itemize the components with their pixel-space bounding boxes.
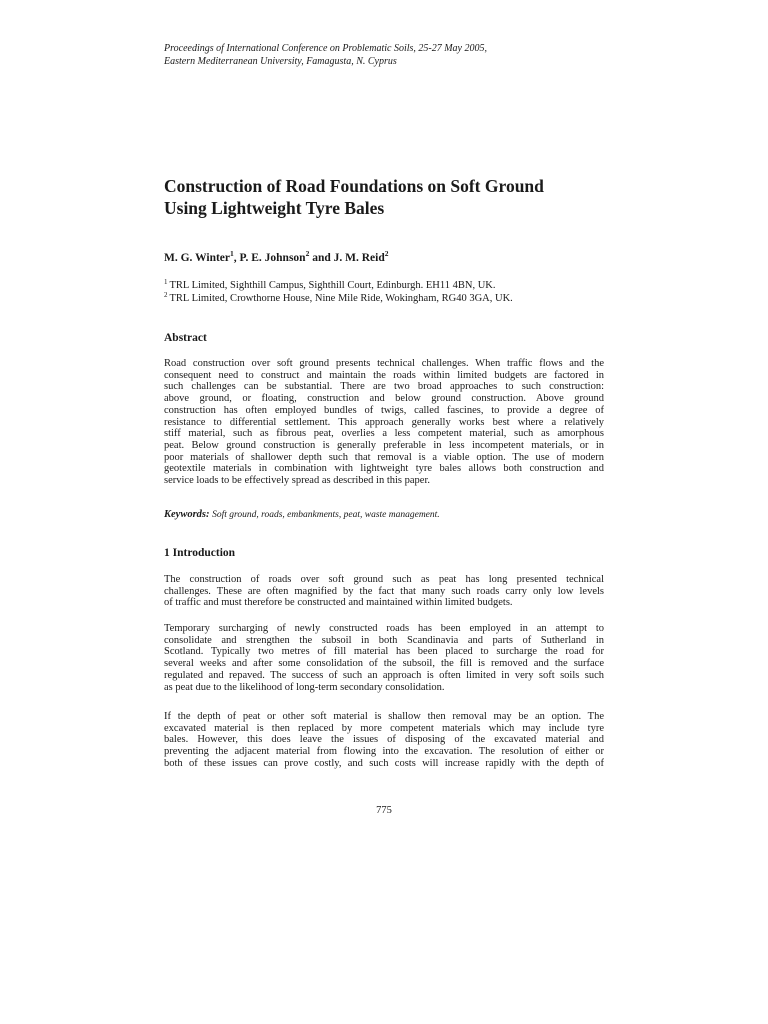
abstract-line: peat. Below ground construction is generally preferable in less incompetent materials, or in (164, 439, 604, 451)
header-line: Eastern Mediterranean University, Famagusta, N. Cyprus (164, 56, 397, 67)
intro-line: of traffic and must therefore be constructed and maintained within limited budgets. (164, 597, 513, 609)
keywords-label: Keywords: (164, 509, 210, 520)
intro-line: If the depth of peat or other soft material is shallow then removal may be an option. The (164, 711, 604, 722)
author-list (164, 251, 604, 265)
abstract-line: Road construction over soft ground presents technical challenges. When traffic flows and the (164, 358, 604, 369)
author-name: J. M. Reid (333, 252, 385, 264)
intro-line: challenges. These are often magnified by the fact that many such roads carry only low levels (164, 585, 604, 597)
abstract-line: such challenges can be substantial. There are two broad approaches to such construction: (164, 381, 604, 393)
intro-line: Scotland. Typically two metres of fill material has been placed to surcharge the road for (164, 646, 604, 658)
abstract-line: consequent need to construct and maintain the roads within limited budgets are factored in (164, 369, 604, 381)
affiliation-text: TRL Limited, Crowthorne House, Nine Mile Ride, Wokingham, RG40 3GA, UK. (169, 293, 513, 304)
intro-line: several weeks and after some consolidation of the subsoil, the fill is removed and the surface (164, 658, 604, 670)
abstract-line: service loads to be effectively spread as described in this paper. (164, 475, 431, 487)
author-name: M. G. Winter (164, 252, 231, 264)
abstract-line: geotextile materials in combination with lightweight tyre bales allows both construction and (164, 463, 604, 475)
intro-paragraph (164, 574, 604, 609)
affiliation-line (164, 292, 604, 305)
intro-paragraph (164, 711, 604, 770)
author-name: P. E. Johnson (239, 252, 306, 264)
intro-line: both of these issues can prove costly, and such costs will increase rapidly with the depth of (164, 757, 604, 769)
author-affiliation-mark: 2 (384, 249, 389, 258)
intro-line: preventing the adjacent material from flowing into the excavation. The resolution of either or (164, 746, 604, 758)
abstract-line: resistance to differential settlement. This approach generally works best where a relatively (164, 416, 604, 428)
affiliations (164, 279, 604, 305)
abstract-paragraph (164, 358, 604, 487)
author-affiliation-mark: 2 (305, 249, 310, 258)
intro-line: consolidate and strengthen the subsoil in both Scandinavia and parts of Sutherland in (164, 634, 604, 646)
abstract-line: above ground, or floating, construction and below ground construction. Above ground (164, 393, 604, 405)
affiliation-mark: 1 (164, 278, 168, 286)
intro-line: as peat due to the likelihood of long-term secondary consolidation. (164, 681, 445, 693)
intro-line: The construction of roads over soft ground such as peat has long presented technical (164, 574, 604, 585)
intro-line: Temporary surcharging of newly constructed roads has been employed in an attempt to (164, 623, 604, 634)
affiliation-mark: 2 (164, 291, 168, 299)
intro-paragraph (164, 623, 604, 693)
abstract-line: construction has often employed bundles of twigs, called fascines, to provide a degree of (164, 404, 604, 416)
paper-title (164, 175, 604, 219)
title-line: Construction of Road Foundations on Soft Ground (164, 176, 544, 196)
abstract-heading: Abstract (164, 332, 207, 344)
abstract-line: poor materials of shallower depth such that removal is a viable option. The use of modern (164, 451, 604, 463)
title-line: Using Lightweight Tyre Bales (164, 198, 385, 218)
header-line: Proceedings of International Conference on Problematic Soils, 25-27 May 2005, (164, 43, 487, 54)
affiliation-text: TRL Limited, Sighthill Campus, Sighthill Court, Edinburgh. EH11 4BN, UK. (169, 280, 496, 291)
affiliation-line (164, 279, 604, 292)
author-separator: and (309, 252, 334, 264)
proceedings-header (164, 42, 604, 68)
keywords-text: Soft ground, roads, embankments, peat, waste management. (212, 510, 440, 520)
page-number: 775 (376, 805, 392, 816)
abstract-line: stiff material, such as fibrous peat, overlies a less competent material, such as amorphous (164, 428, 604, 440)
keywords (164, 508, 604, 522)
intro-line: excavated material is then replaced by more competent materials which may include tyre (164, 722, 604, 734)
intro-line: regulated and repaved. The success of such an approach is often limited in very soft soils such (164, 669, 604, 681)
author-separator: , (233, 252, 240, 264)
author-affiliation-mark: 1 (230, 249, 234, 258)
intro-line: bales. However, this does leave the issues of disposing of the excavated material and (164, 734, 604, 746)
section-heading-introduction: 1 Introduction (164, 547, 236, 559)
